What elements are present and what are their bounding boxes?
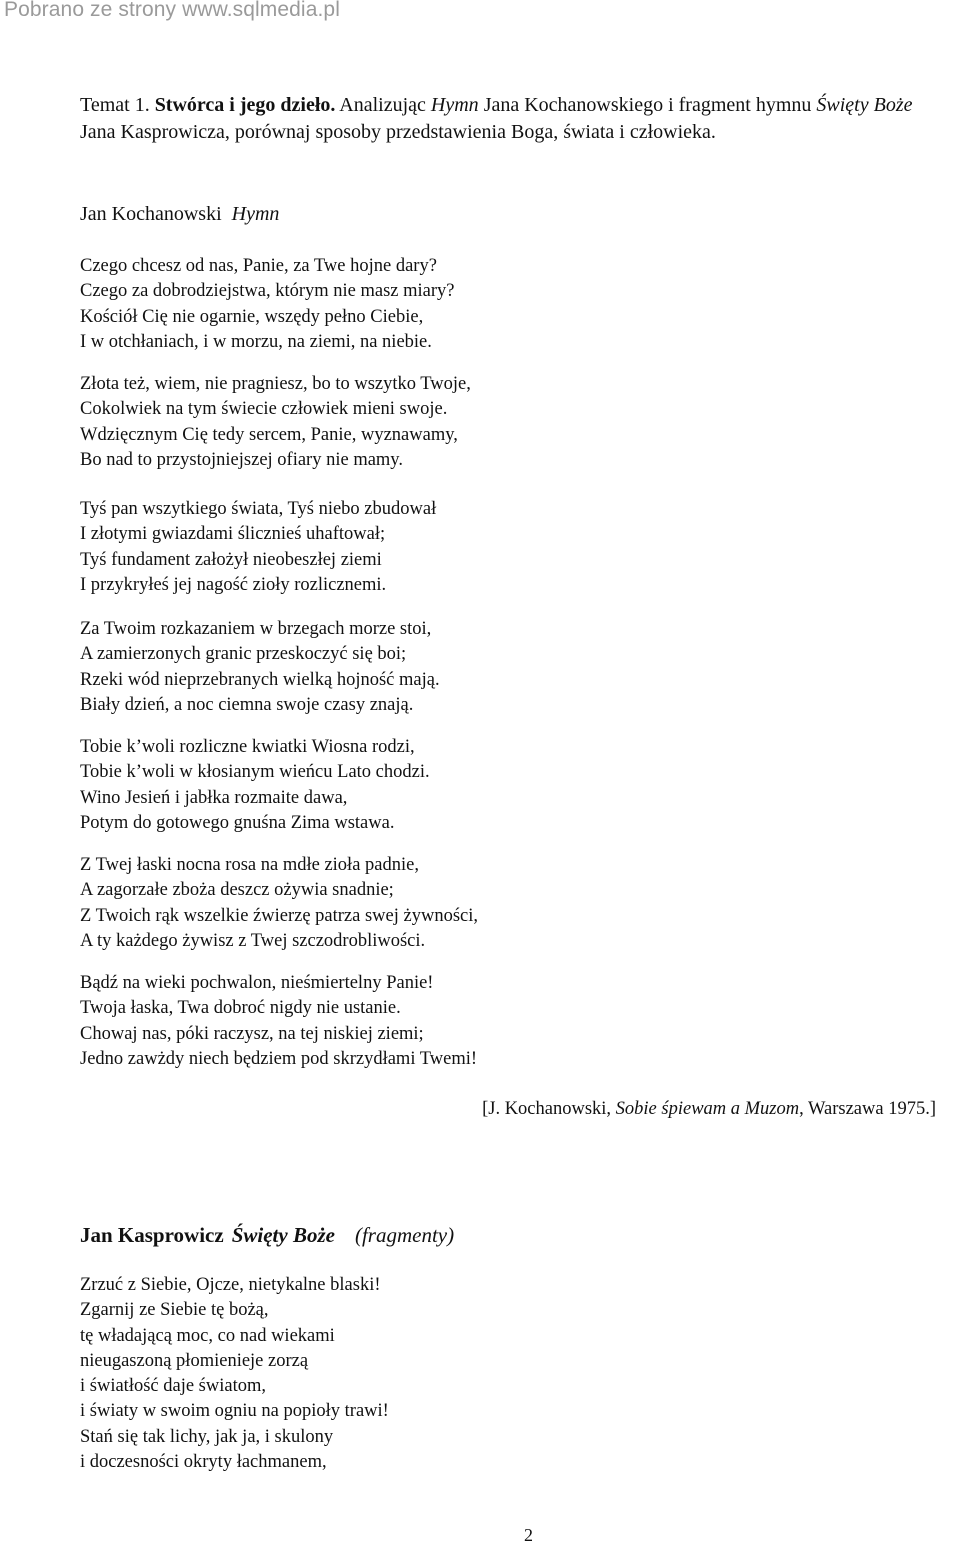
poem-line: Tobie k’woli w kłosianym wieńcu Lato chodzi. — [80, 762, 430, 783]
page-number: 2 — [524, 1525, 533, 1545]
poem-line: i światłość daje światom, — [80, 1376, 266, 1397]
poem-line: Czego za dobrodziejstwa, którym nie masz miary? — [80, 281, 455, 302]
topic-bold: Stwórca i jego dzieło. — [154, 94, 336, 116]
hymn-stanza — [80, 254, 455, 355]
source-citation — [482, 1097, 936, 1122]
poem-line: Bo nad to przystojniejszej ofiary nie mamy. — [80, 449, 403, 470]
hymn-stanza — [80, 853, 478, 954]
hymn-stanza — [80, 971, 477, 1072]
topic-title-italic: Święty Boże — [816, 94, 913, 116]
hymn-stanza — [80, 617, 440, 718]
citation-book-title: Sobie śpiewam a Muzom — [615, 1099, 800, 1119]
poem-line: Tyś pan wszytkiego świata, Tyś niebo zbudował — [80, 499, 437, 519]
hymn-stanza — [80, 497, 436, 598]
poem-line: i światy w swoim ogniu na popioły trawi! — [80, 1401, 389, 1422]
kochanowski-title: Hymn — [231, 203, 280, 225]
poem-line: Wino Jesień i jabłka rozmaite dawa, — [80, 787, 348, 808]
poem-line: Z Twoich rąk wszelkie źwierzę patrza swej żywności, — [80, 905, 479, 926]
poem-line: Stań się tak lichy, jak ja, i skulony — [80, 1426, 334, 1447]
poem-line: Biały dzień, a noc ciemna swoje czasy znają. — [80, 694, 414, 715]
poem-line: Czego chcesz od nas, Panie, za Twe hojne dary? — [80, 256, 437, 276]
poem-line: Złota też, wiem, nie pragniesz, bo to wszytko Twoje, — [80, 374, 471, 394]
topic-lead: Temat 1. — [80, 94, 155, 116]
kochanowski-heading — [80, 201, 279, 228]
poem-line: Potym do gotowego gnuśna Zima wstawa. — [80, 812, 395, 833]
poem-line: Tyś fundament założył nieobeszłej ziemi — [80, 549, 382, 570]
kochanowski-author: Jan Kochanowski — [80, 203, 222, 225]
citation-after: , Warszawa 1975.] — [799, 1099, 936, 1119]
topic-text-2: Jana Kochanowskiego i fragment hymnu — [478, 94, 817, 116]
kasprowicz-note: (fragmenty) — [354, 1223, 455, 1247]
poem-line: I złotymi gwiazdami ślicznieś uhaftował; — [80, 524, 386, 545]
kasprowicz-author: Jan Kasprowicz — [80, 1223, 224, 1247]
poem-line: I w otchłaniach, i w morzu, na ziemi, na niebie. — [80, 331, 432, 352]
kasprowicz-fragment — [80, 1273, 389, 1475]
hymn-stanza — [80, 735, 430, 836]
kasprowicz-heading — [80, 1222, 454, 1249]
poem-line: Zrzuć z Siebie, Ojcze, nietykalne blaski! — [80, 1275, 381, 1295]
topic-text-3: Jana Kasprowicza, porównaj sposoby przedstawienia Boga, świata i człowieka. — [80, 121, 716, 143]
poem-line: Kościół Cię nie ogarnie, wszędy pełno Ciebie, — [80, 306, 424, 327]
poem-line: Jedno zawżdy niech będziem pod skrzydłami Twemi! — [80, 1048, 478, 1069]
topic-hymn-italic: Hymn — [430, 94, 479, 116]
poem-line: Tobie k’woli rozliczne kwiatki Wiosna rodzi, — [80, 737, 415, 757]
poem-line: Bądź na wieki pochwalon, nieśmiertelny Panie! — [80, 973, 434, 993]
poem-line: Za Twoim rozkazaniem w brzegach morze stoi, — [80, 619, 432, 639]
poem-line: Chowaj nas, póki raczysz, na tej niskiej ziemi; — [80, 1023, 424, 1044]
watermark-text: Pobrano ze strony www.sqlmedia.pl — [4, 0, 340, 21]
topic-paragraph — [80, 92, 950, 146]
topic-text-1: Analizując — [335, 94, 431, 116]
citation-before: [J. Kochanowski, — [482, 1099, 616, 1119]
poem-line: A zamierzonych granic przeskoczyć się boi; — [80, 644, 407, 665]
poem-line: Zgarnij ze Siebie tę bożą, — [80, 1300, 269, 1321]
hymn-stanza — [80, 372, 471, 473]
poem-line: I przykryłeś jej nagość zioły rozlicznemi. — [80, 574, 387, 595]
kasprowicz-title: Święty Boże — [231, 1223, 335, 1247]
poem-line: nieugaszoną płomienieje zorzą — [80, 1350, 309, 1371]
poem-line: Twoja łaska, Twa dobroć nigdy nie ustanie. — [80, 998, 401, 1019]
poem-line: Rzeki wód nieprzebranych wielką hojność mają. — [80, 669, 440, 690]
poem-line: Cokolwiek na tym świecie człowiek mieni swoje. — [80, 399, 448, 420]
poem-line: Z Twej łaski nocna rosa na mdłe zioła padnie, — [80, 855, 419, 875]
poem-line: i doczesności okryty łachmanem, — [80, 1452, 327, 1473]
poem-line: Wdzięcznym Cię tedy sercem, Panie, wyznawamy, — [80, 424, 458, 445]
poem-line: A ty każdego żywisz z Twej szczodrobliwości. — [80, 930, 426, 951]
poem-line: tę władającą moc, co nad wiekami — [80, 1325, 335, 1346]
poem-line: A zagorzałe zboża deszcz ożywia snadnie; — [80, 880, 394, 901]
